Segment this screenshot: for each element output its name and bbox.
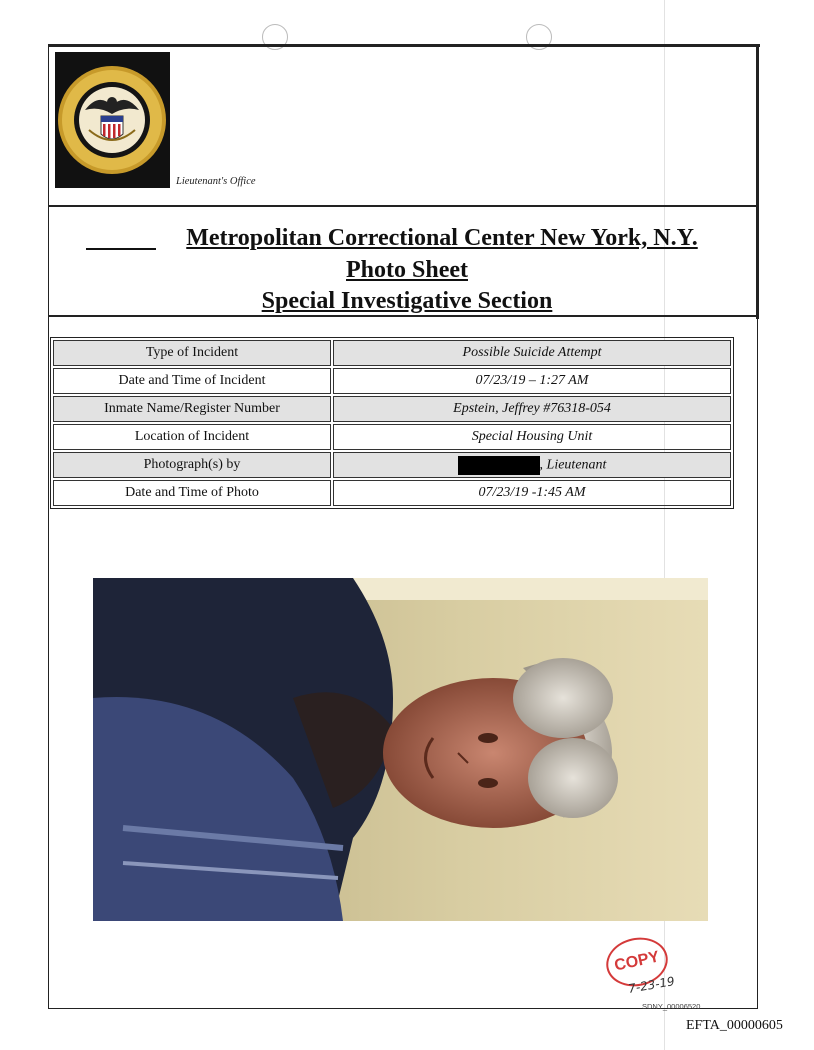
table-row (53, 340, 731, 366)
section-title: Special Investigative Section (261, 288, 553, 314)
row-label: Photograph(s) by (53, 452, 331, 478)
title-divider (48, 315, 758, 317)
stamp-handwritten-date: 7-23-19 (627, 974, 676, 996)
row-value (333, 452, 731, 478)
row-value: 07/23/19 – 1:27 AM (333, 368, 731, 394)
row-value: Epstein, Jeffrey #76318-054 (333, 396, 731, 422)
row-label: Type of Incident (53, 340, 331, 366)
doj-seal-icon (55, 52, 170, 188)
incident-photo (93, 578, 708, 921)
row-label: Date and Time of Incident (53, 368, 331, 394)
incident-info-table (50, 337, 734, 509)
table-row (53, 396, 731, 422)
sheet-title: Photo Sheet (346, 257, 468, 283)
table-row (53, 368, 731, 394)
redaction-box (458, 456, 540, 475)
row-value: Special Housing Unit (333, 424, 731, 450)
frame-top-border (48, 44, 760, 47)
photographer-title: , Lieutenant (539, 457, 607, 473)
row-label: Inmate Name/Register Number (53, 396, 331, 422)
copy-stamp: COPY (602, 932, 673, 992)
table-row (53, 424, 731, 450)
row-label: Date and Time of Photo (53, 480, 331, 506)
row-value: 07/23/19 -1:45 AM (333, 480, 731, 506)
bates-number: SDNY_00006520 (642, 1002, 701, 1011)
efta-number: EFTA_00000605 (686, 1018, 783, 1033)
row-label: Location of Incident (53, 424, 331, 450)
table-row (53, 452, 731, 478)
table-row (53, 480, 731, 506)
office-label: Lieutenant's Office (176, 176, 256, 187)
row-value: Possible Suicide Attempt (333, 340, 731, 366)
header-divider (48, 205, 758, 207)
facility-title: Metropolitan Correctional Center New York, N.Y. (186, 225, 698, 251)
